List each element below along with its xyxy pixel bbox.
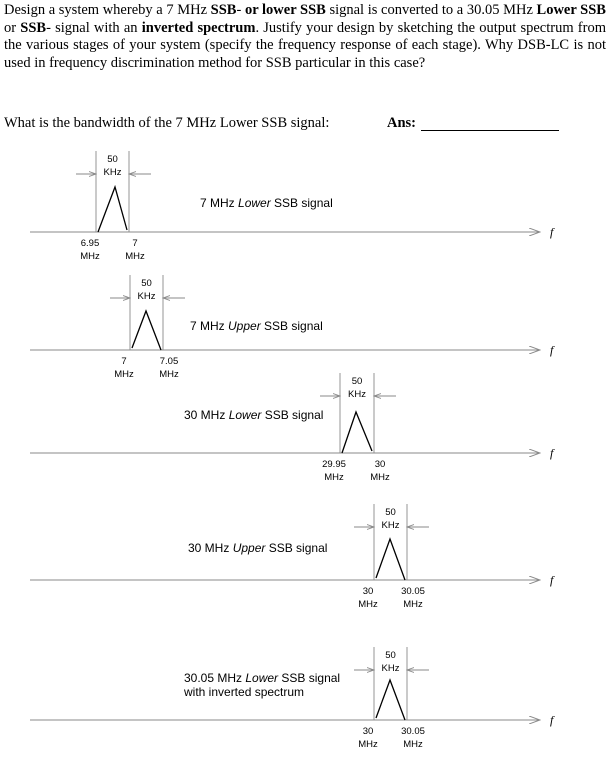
- bandwidth-unit: KHz: [103, 167, 122, 178]
- signal-label-part: SSB signal: [261, 408, 324, 422]
- signal-label-part: 7 MHz: [200, 196, 239, 210]
- bandwidth-unit: KHz: [381, 520, 400, 531]
- signal-label: [190, 319, 323, 333]
- spectrum-triangle: [376, 539, 405, 580]
- tick-value: 7: [121, 356, 127, 367]
- question-part: . Justify your design by sketching the output spectrum from the various stages of your system (specify the frequency response of each stage). Why DSB-LC is not used in frequency discrimination method for SSB particular in this case?: [4, 19, 606, 71]
- bandwidth-value: 50: [141, 278, 152, 289]
- tick-value: 30: [362, 586, 374, 597]
- question-part: Design a system whereby a 7 MHz: [4, 2, 211, 18]
- signal-label-part: Lower: [238, 196, 271, 210]
- signal-label-part: 30 MHz: [188, 541, 233, 555]
- bandwidth-unit: KHz: [137, 291, 156, 302]
- signal-label-part: 30 MHz: [184, 408, 229, 422]
- question-bold: or lower SSB: [244, 2, 326, 18]
- question-bold: Lower SSB: [536, 2, 606, 18]
- bandwidth-value: 50: [351, 376, 363, 387]
- spectrum-triangle: [342, 412, 372, 453]
- signal-label-part: Lower: [228, 408, 262, 422]
- signal-label-part: SSB signal: [270, 196, 333, 210]
- tick-value: 7: [132, 238, 138, 249]
- question-bold: inverted spectrum: [141, 19, 256, 36]
- tick-unit: MHz: [403, 599, 423, 610]
- spectrum-triangle: [98, 187, 127, 232]
- bandwidth-value: 50: [385, 650, 396, 661]
- question-part: - signal with an: [46, 19, 142, 36]
- question-part: -: [236, 2, 245, 18]
- frequency-axis-label: f: [550, 343, 554, 357]
- signal-label-part: Upper: [232, 541, 266, 555]
- tick-value: 30: [362, 726, 374, 737]
- signal-label-part: Upper: [228, 319, 261, 333]
- bandwidth-unit: KHz: [381, 663, 400, 674]
- tick-unit: MHz: [403, 739, 423, 750]
- signal-label-part: 7 MHz: [190, 319, 229, 333]
- tick-unit: MHz: [125, 251, 145, 262]
- answer-label: Ans:: [387, 115, 417, 131]
- signal-label: [184, 408, 323, 422]
- frequency-axis-label: f: [550, 573, 554, 587]
- tick-value: 30.05: [401, 726, 425, 737]
- bandwidth-question-text: What is the bandwidth of the 7 MHz Lower SSB signal:: [4, 115, 330, 131]
- question-bold: SSB: [20, 19, 47, 36]
- tick-unit: MHz: [159, 369, 179, 380]
- tick-unit: MHz: [114, 369, 134, 380]
- signal-label-part: Lower: [245, 671, 279, 685]
- tick-unit: MHz: [370, 472, 390, 483]
- spectrum-triangle: [132, 311, 161, 350]
- tick-value: 30: [374, 459, 386, 470]
- question-part: or: [4, 19, 21, 36]
- signal-label-part: SSB signal: [278, 671, 341, 685]
- signal-label: with inverted spectrum: [184, 685, 305, 699]
- tick-value: 30.05: [401, 586, 425, 597]
- signal-label: [200, 196, 333, 210]
- bandwidth-value: 50: [107, 154, 118, 165]
- bandwidth-unit: KHz: [348, 389, 366, 400]
- question-bold: SSB: [210, 2, 237, 18]
- tick-value: 7.05: [159, 356, 179, 367]
- frequency-axis-label: f: [550, 713, 554, 727]
- tick-unit: MHz: [358, 739, 378, 750]
- bandwidth-value: 50: [385, 507, 396, 518]
- tick-value: 29.95: [322, 459, 346, 470]
- frequency-axis-label: f: [550, 446, 554, 460]
- frequency-axis-label: f: [550, 225, 554, 239]
- spectrum-triangle: [376, 680, 405, 720]
- tick-value: 6.95: [80, 238, 100, 249]
- tick-unit: MHz: [358, 599, 378, 610]
- signal-label-part: SSB signal: [260, 319, 323, 333]
- signal-label: [188, 541, 327, 555]
- tick-unit: MHz: [80, 251, 100, 262]
- signal-label: [184, 671, 340, 685]
- signal-label-part: 30.05 MHz: [184, 671, 246, 685]
- question-part: signal is converted to a 30.05 MHz: [325, 2, 537, 18]
- tick-unit: MHz: [324, 472, 344, 483]
- signal-label-part: SSB signal: [265, 541, 328, 555]
